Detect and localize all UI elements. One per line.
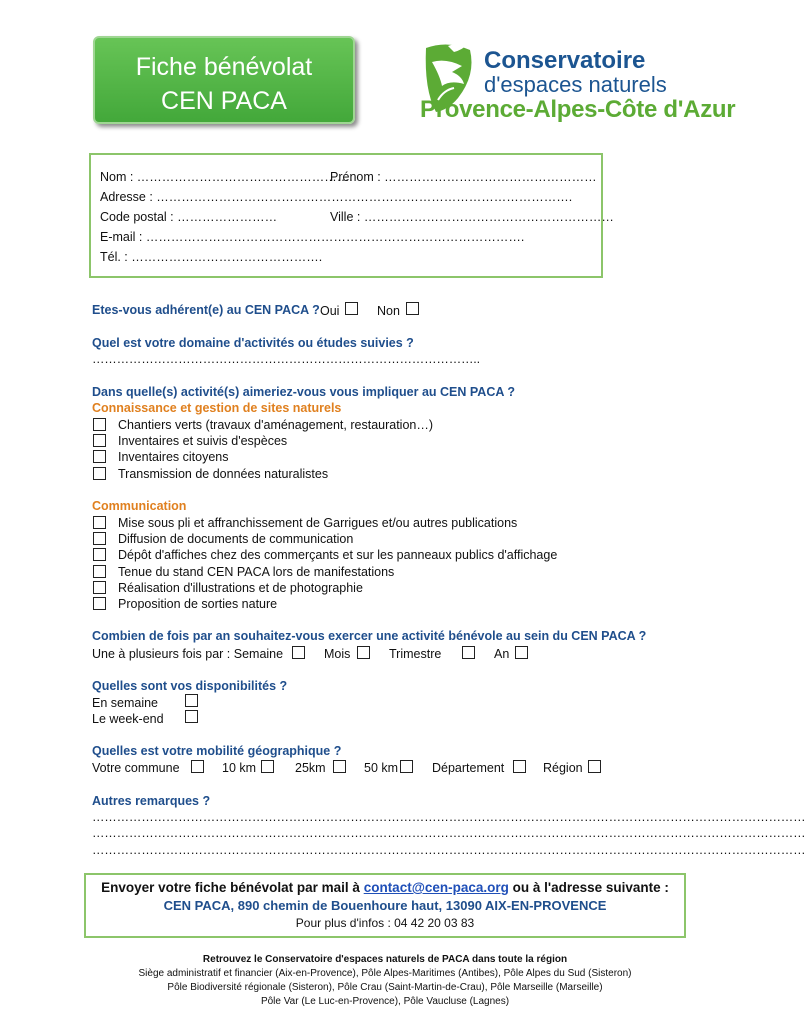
commune-checkbox[interactable]	[191, 760, 204, 773]
weekend-checkbox[interactable]	[185, 710, 198, 723]
oui-checkbox[interactable]	[345, 302, 358, 315]
ville-field[interactable]: Ville : ……………………………………………………	[330, 210, 614, 224]
footer-title: Retrouvez le Conservatoire d'espaces naturels de PACA dans toute la région	[202, 954, 568, 965]
region-label: Région	[543, 761, 583, 775]
send-infos: Pour plus d'infos : 04 42 20 03 83	[295, 916, 475, 930]
km25-label: 25km	[295, 761, 326, 775]
title-line1: Fiche bénévolat	[135, 53, 313, 81]
km50-checkbox[interactable]	[400, 760, 413, 773]
title-box	[93, 36, 355, 124]
frequence-prefix: Une à plusieurs fois par : Semaine	[92, 647, 284, 661]
remarques-line-2[interactable]: …………………………………………………………………………………………………………………………………………………………	[92, 826, 805, 840]
activity-checkbox[interactable]	[93, 548, 106, 561]
activity-checkbox[interactable]	[93, 434, 106, 447]
adresse-field[interactable]: Adresse : ……………………………………………………………………………………….	[100, 190, 573, 204]
domaine-question: Quel est votre domaine d'activités ou études suivies ?	[92, 336, 414, 350]
km10-label: 10 km	[222, 761, 257, 775]
code-postal-field[interactable]: Code postal : ……………………	[100, 210, 278, 224]
nom-field[interactable]: Nom : …………………………………………….	[100, 170, 353, 184]
semaine-checkbox[interactable]	[292, 646, 305, 659]
contact-email-link[interactable]: contact@cen-paca.org	[363, 880, 509, 895]
activites-question: Dans quelle(s) activité(s) aimeriez-vous vous impliquer au CEN PACA ?	[92, 385, 516, 399]
mois-checkbox[interactable]	[357, 646, 370, 659]
activity-checkbox[interactable]	[93, 565, 106, 578]
prenom-field[interactable]: Prénom : ……………………………………………	[330, 170, 597, 184]
remarques-line-1[interactable]: …………………………………………………………………………………………………………………………………………………………	[92, 810, 805, 824]
frequence-question: Combien de fois par an souhaitez-vous exercer une activité bénévole au sein du CEN PACA ?	[92, 629, 647, 643]
departement-checkbox[interactable]	[513, 760, 526, 773]
footer-line1: Siège administratif et financier (Aix-en-Provence), Pôle Alpes-Maritimes (Antibes), Pôle Alpes du Sud (Sisteron)	[138, 968, 632, 979]
commune-label: Votre commune	[92, 761, 180, 775]
remarques-line-3[interactable]: …………………………………………………………………………………………………………………………………………………………	[92, 843, 805, 857]
tel-field[interactable]: Tél. : ……………………………………….	[100, 250, 323, 264]
logo-text-line2: d'espaces naturels	[484, 72, 667, 97]
activity-checkbox[interactable]	[93, 467, 106, 480]
oui-label: Oui	[320, 304, 340, 318]
weekend-label: Le week-end	[92, 712, 164, 726]
km25-checkbox[interactable]	[333, 760, 346, 773]
en-semaine-checkbox[interactable]	[185, 694, 198, 707]
logo-text-line1: Conservatoire	[484, 47, 646, 74]
group1-title: Connaissance et gestion de sites naturels	[92, 401, 342, 415]
an-label: An	[494, 647, 510, 661]
footer-line3: Pôle Var (Le Luc-en-Provence), Pôle Vaucluse (Lagnes)	[260, 996, 510, 1007]
mois-label: Mois	[324, 647, 351, 661]
trimestre-label: Trimestre	[389, 647, 442, 661]
activity-checkbox[interactable]	[93, 581, 106, 594]
domaine-answer-line[interactable]: …………………………………………………………………………………..	[92, 352, 480, 366]
send-line: Envoyer votre fiche bénévolat par mail à contact@cen-paca.org ou à l'adresse suivante :	[101, 880, 669, 895]
remarques-question: Autres remarques ?	[92, 794, 211, 808]
group2-title: Communication	[92, 499, 187, 513]
adherent-question: Etes-vous adhérent(e) au CEN PACA ?	[92, 303, 320, 317]
activity-checkbox[interactable]	[93, 597, 106, 610]
km10-checkbox[interactable]	[261, 760, 274, 773]
activity-checkbox[interactable]	[93, 418, 106, 431]
departement-label: Département	[432, 761, 505, 775]
trimestre-checkbox[interactable]	[462, 646, 475, 659]
region-checkbox[interactable]	[588, 760, 601, 773]
activity-checkbox[interactable]	[93, 532, 106, 545]
send-box	[84, 873, 686, 938]
activity-checkbox[interactable]	[93, 450, 106, 463]
non-label: Non	[377, 304, 400, 318]
mobilite-question: Quelles est votre mobilité géographique ?	[92, 744, 342, 758]
non-checkbox[interactable]	[406, 302, 419, 315]
activity-checkbox[interactable]	[93, 516, 106, 529]
footer-line2: Pôle Biodiversité régionale (Sisteron), Pôle Crau (Saint-Martin-de-Crau), Pôle Marseille (Marseille)	[167, 982, 603, 993]
an-checkbox[interactable]	[515, 646, 528, 659]
disponibilites-question: Quelles sont vos disponibilités ?	[92, 679, 288, 693]
km50-label: 50 km	[364, 761, 399, 775]
logo-text-line3: Provence-Alpes-Côte d'Azur	[420, 96, 736, 123]
email-field[interactable]: E-mail : ……………………………………………………………………………….	[100, 230, 525, 244]
semaine-label: En semaine	[92, 696, 159, 710]
send-address: CEN PACA, 890 chemin de Bouenhoure haut, 13090 AIX-EN-PROVENCE	[163, 898, 607, 913]
title-line2: CEN PACA	[161, 87, 287, 115]
